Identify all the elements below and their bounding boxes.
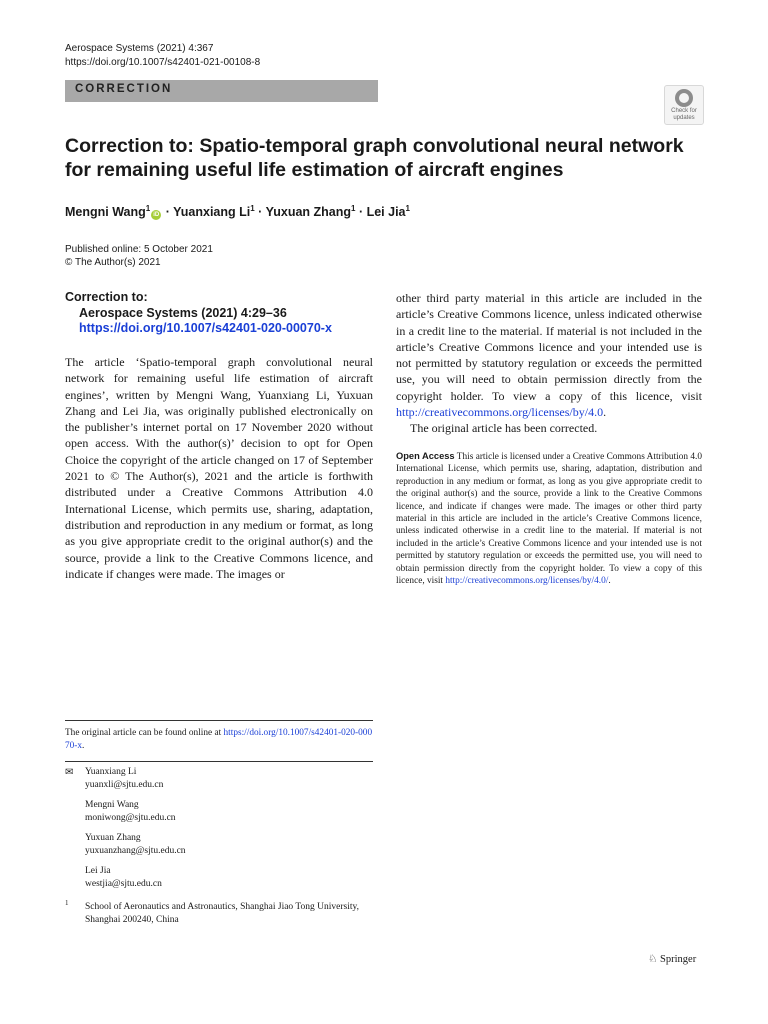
author-name: Lei Jia	[366, 205, 406, 220]
springer-horse-icon: ♘	[648, 954, 658, 965]
contact-name: Mengni Wang	[85, 800, 139, 810]
correction-heading: Correction to:	[65, 290, 148, 304]
author-list	[65, 204, 410, 220]
link-period: .	[603, 405, 607, 420]
correction-doi-link[interactable]: https://doi.org/10.1007/s42401-020-00070-x	[79, 321, 332, 335]
contact-entry	[85, 832, 186, 857]
open-access-text: This article is licensed under a Creative Commons Attribution 4.0 International License, which permits use, sharing, adaptation, distribution and reproduction in any medium or format, as long as you give appropriate credit to the original author(s) and the source, provide a link to the Creative Commons licence, and indicate if changes were made. The images or other third party material in this article are included in the article’s Creative Commons licence, unless indicated otherwise in a credit line to the material. If material is not included in the article’s Creative Commons licence and your intended use is not permitted by statutory regulation or exceeds the permitted use, you will need to obtain permission directly from the copyright holder. To view a copy of this licence, visit	[396, 452, 702, 587]
author-separator: ·	[355, 205, 367, 220]
body-text-right-main: other third party material in this article are included in the article’s Creative Commons licence, unless indicated otherwise in a credit line to the material. If material is not included in the article’s Creative Commons licence and your intended use is not permitted by statutory regulation or exceeds the permitted use, you will need to obtain permission directly from the copyright holder. To view a copy of this licence, visit	[396, 291, 702, 403]
journal-citation: Aerospace Systems (2021) 4:367	[65, 43, 214, 54]
correction-reference	[65, 290, 332, 337]
publisher-name: Springer	[660, 954, 697, 965]
original-article-link[interactable]: https://doi.org/10.1007/s42401-020-00070-x	[65, 728, 373, 751]
affiliation-text: School of Aeronautics and Astronautics, Shanghai Jiao Tong University, Shanghai 200240, China	[85, 902, 360, 925]
badge-line1: Check for	[671, 108, 697, 114]
orcid-icon[interactable]: iD	[153, 212, 160, 219]
contact-name: Lei Jia	[85, 866, 111, 876]
author-affiliation-marker: 1	[351, 204, 356, 213]
closing-statement: The original article has been corrected.	[410, 421, 598, 436]
article-doi[interactable]: https://doi.org/10.1007/s42401-021-00108-8	[65, 57, 261, 68]
publisher-logo	[648, 953, 696, 965]
section-label: CORRECTION	[75, 83, 173, 95]
author-name: Yuanxiang Li	[173, 205, 251, 220]
contact-name: Yuxuan Zhang	[85, 833, 141, 843]
contact-email[interactable]: yuanxli@sjtu.edu.cn	[85, 779, 164, 790]
open-access-link[interactable]: http://creativecommons.org/licenses/by/4.0/	[445, 576, 609, 587]
author-affiliation-marker: 1	[405, 204, 410, 213]
author-affiliation-marker: 1	[250, 204, 255, 213]
contact-email[interactable]: moniwong@sjtu.edu.cn	[85, 812, 176, 823]
oa-period: .	[608, 576, 611, 587]
footnote-period: .	[82, 740, 85, 751]
badge-text	[665, 108, 703, 122]
contact-entry	[85, 865, 186, 890]
open-access-label: Open Access	[396, 451, 455, 461]
affiliation-number: 1	[65, 899, 69, 907]
author-affiliation-marker: 1	[145, 204, 151, 213]
open-access-statement	[396, 450, 702, 587]
author-name: Yuxuan Zhang	[265, 205, 352, 220]
badge-line2: updates	[673, 115, 695, 121]
footnote-rule-bottom	[65, 761, 373, 762]
contact-entry	[85, 766, 186, 791]
author-name: Mengni Wang	[65, 205, 146, 220]
article-title: Correction to: Spatio-temporal graph convolutional neural network for remaining useful life estimation of aircraft engines	[65, 135, 684, 181]
contact-name: Yuanxiang Li	[85, 767, 137, 777]
journal-header	[65, 42, 260, 70]
section-bar	[65, 80, 378, 102]
cc-license-link[interactable]: http://creativecommons.org/licenses/by/4.0	[396, 405, 604, 420]
published-date: Published online: 5 October 2021	[65, 244, 213, 255]
footnote-rule-top	[65, 720, 373, 721]
author-separator: ·	[254, 205, 266, 220]
contact-entry	[85, 799, 186, 824]
contact-email[interactable]: yuxuanzhang@sjtu.edu.cn	[85, 845, 186, 856]
contact-list	[85, 766, 186, 898]
correction-citation: Aerospace Systems (2021) 4:29–36	[79, 305, 287, 320]
publication-info	[65, 243, 213, 269]
update-icon	[675, 89, 693, 107]
body-text-left: The article ‘Spatio-temporal graph convolutional neural network for remaining useful life estimation of aircraft engines’, written by Mengni Wang, Yuanxiang Li, Yuxuan Zhang and Lei Jia, was originally published electronically on the publisher’s internet portal on 17 November 2020 without open access. With the author(s)’ decision to opt for Open Choice the copyright of the article changed on 17 of September 2021 to © The Author(s), 2021 and the article is forthwith distributed under a Creative Commons Attribution 4.0 International License, which permits use, sharing, adaptation, distribution and reproduction in any medium or format, as long as you give appropriate credit to the original author(s) and the source, provide a link to the Creative Commons licence, and indicate if changes were made. The images or	[65, 355, 373, 581]
check-for-updates-badge[interactable]	[664, 85, 704, 125]
copyright: © The Author(s) 2021	[65, 257, 161, 268]
original-article-footnote	[65, 727, 373, 752]
footnote-text: The original article can be found online at	[65, 728, 224, 738]
contact-email[interactable]: westjia@sjtu.edu.cn	[85, 878, 162, 889]
author-separator: ·	[162, 205, 174, 220]
body-text-right	[396, 290, 702, 437]
envelope-icon: ✉	[65, 767, 74, 778]
